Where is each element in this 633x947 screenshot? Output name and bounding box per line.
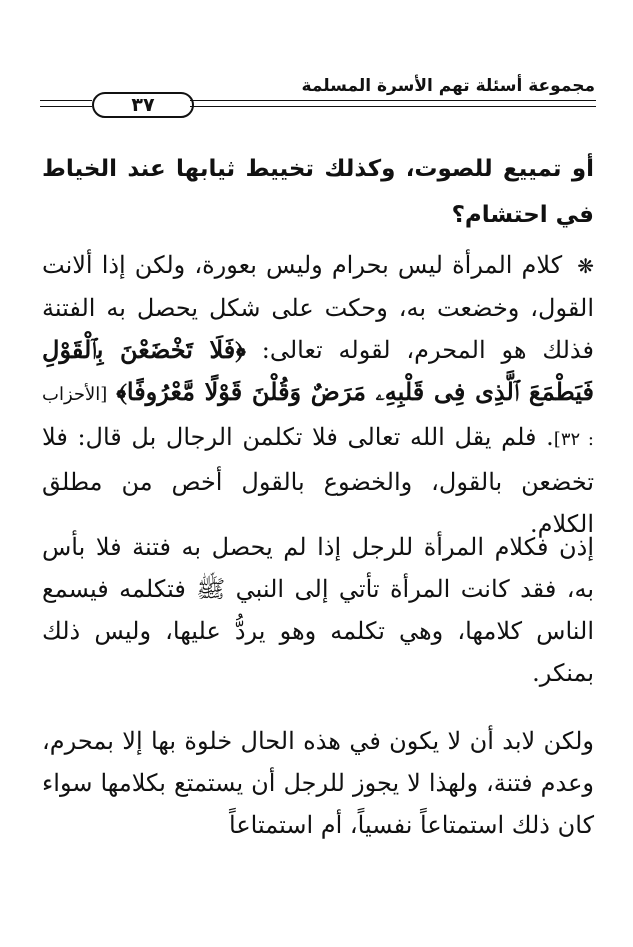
verse-citation: [الأحزاب : ٣٢] [42, 384, 594, 450]
header-rule [40, 92, 596, 116]
rule-right-bottom [190, 106, 596, 107]
answer-continuation: . فلم يقل الله تعالى فلا تكلمن الرجال بل قال: فلا تخضعن بالقول، والخضوع بالقول أخص من مطلق الكلام. [42, 423, 594, 538]
page-number: ٣٧ [92, 92, 194, 118]
running-title: مجموعة أسئلة تهم الأسرة المسلمة [301, 76, 595, 96]
answer-paragraph-1 [42, 244, 594, 545]
quran-open-bracket: ﴿ [235, 335, 246, 364]
quran-verse: فَلَا تَخْضَعْنَ بِٱلْقَوْلِ فَيَطْمَعَ ٱلَّذِى فِى قَلْبِهِۦ مَرَضٌ وَقُلْنَ قَوْلًا مَّعْرُوفًا [42, 335, 594, 406]
answer-bullet: ❋ [577, 254, 594, 278]
answer-paragraph-2: إذن فكلام المرأة للرجل إذا لم يحصل به فتنة فلا بأس به، فقد كانت المرأة تأتي إلى النبي ﷺ فتكلمه فيسمع الناس كلامها، وهي تكلمه وهو يردُّ عليها، وليس ذلك بمنكر. [42, 533, 594, 687]
quran-close-bracket: ﴾ [116, 377, 127, 406]
question-text: أو تمييع للصوت، وكذلك تخييط ثيابها عند الخياط في احتشام؟ [42, 156, 594, 228]
rule-left-top [40, 100, 92, 101]
rule-right-top [190, 100, 596, 101]
answer-paragraph-3: ولكن لابد أن لا يكون في هذه الحال خلوة بها إلا بمحرم، وعدم فتنة، ولهذا لا يجوز للرجل أن يستمتع بكلامها سواء كان ذلك استمتاعاً نفسياً، أم استمتاعاً [42, 727, 594, 839]
answer-intro: كلام المرأة ليس بحرام وليس بعورة، ولكن إذا ألانت القول، وخضعت به، وحكت على شكل يحصل به الفتنة فذلك هو المحرم، لقوله تعالى: [42, 251, 594, 364]
rule-left-bottom [40, 106, 92, 107]
